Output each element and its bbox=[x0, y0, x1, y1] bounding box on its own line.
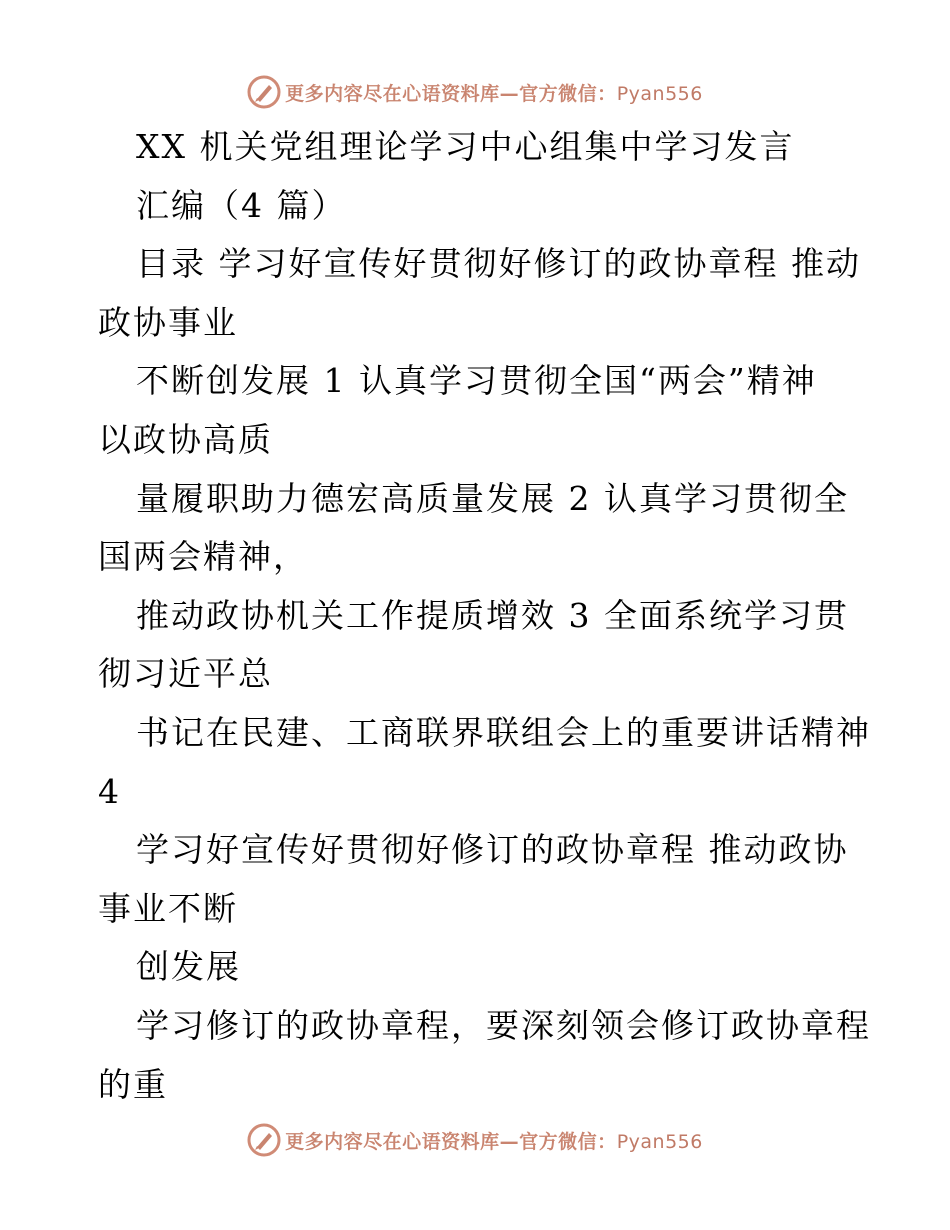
footer-watermark bbox=[0, 1120, 950, 1160]
text-line: 彻习近平总 bbox=[98, 654, 273, 694]
text-line: 汇编（4 篇） bbox=[136, 185, 347, 225]
text-line: 目录 学习好宣传好贯彻好修订的政协章程 推动 bbox=[136, 244, 861, 284]
text-line: 以政协高质 bbox=[98, 419, 273, 459]
text-line: 不断创发展 1 认真学习贯彻全国“两会”精神 bbox=[136, 361, 817, 401]
watermark-text: 更多内容尽在心语资料库—官方微信：Pyan556 bbox=[285, 1130, 703, 1153]
text-line: 学习好宣传好贯彻好修订的政协章程 推动政协 bbox=[136, 830, 849, 870]
watermark-text: 更多内容尽在心语资料库—官方微信：Pyan556 bbox=[285, 82, 703, 105]
header-watermark bbox=[0, 72, 950, 112]
text-line: 政协事业 bbox=[98, 302, 238, 342]
text-line: 量履职助力德宏高质量发展 2 认真学习贯彻全 bbox=[136, 478, 849, 518]
brush-logo-icon bbox=[247, 1123, 281, 1157]
text-line: 创发展 bbox=[136, 947, 241, 987]
text-line: 国两会精神， bbox=[98, 537, 308, 577]
text-line: 4 bbox=[98, 771, 121, 811]
text-line: 推动政协机关工作提质增效 3 全面系统学习贯 bbox=[136, 595, 849, 635]
brush-logo-icon bbox=[247, 75, 281, 109]
text-line: XX 机关党组理论学习中心组集中学习发言 bbox=[136, 127, 795, 166]
text-line: 学习修订的政协章程，要深刻领会修订政协章程 bbox=[136, 1005, 871, 1045]
document-body bbox=[98, 118, 871, 1114]
text-line: 书记在民建、工商联界联组会上的重要讲话精神 bbox=[136, 712, 871, 752]
text-line: 的重 bbox=[98, 1064, 168, 1104]
text-line: 事业不断 bbox=[98, 888, 238, 928]
